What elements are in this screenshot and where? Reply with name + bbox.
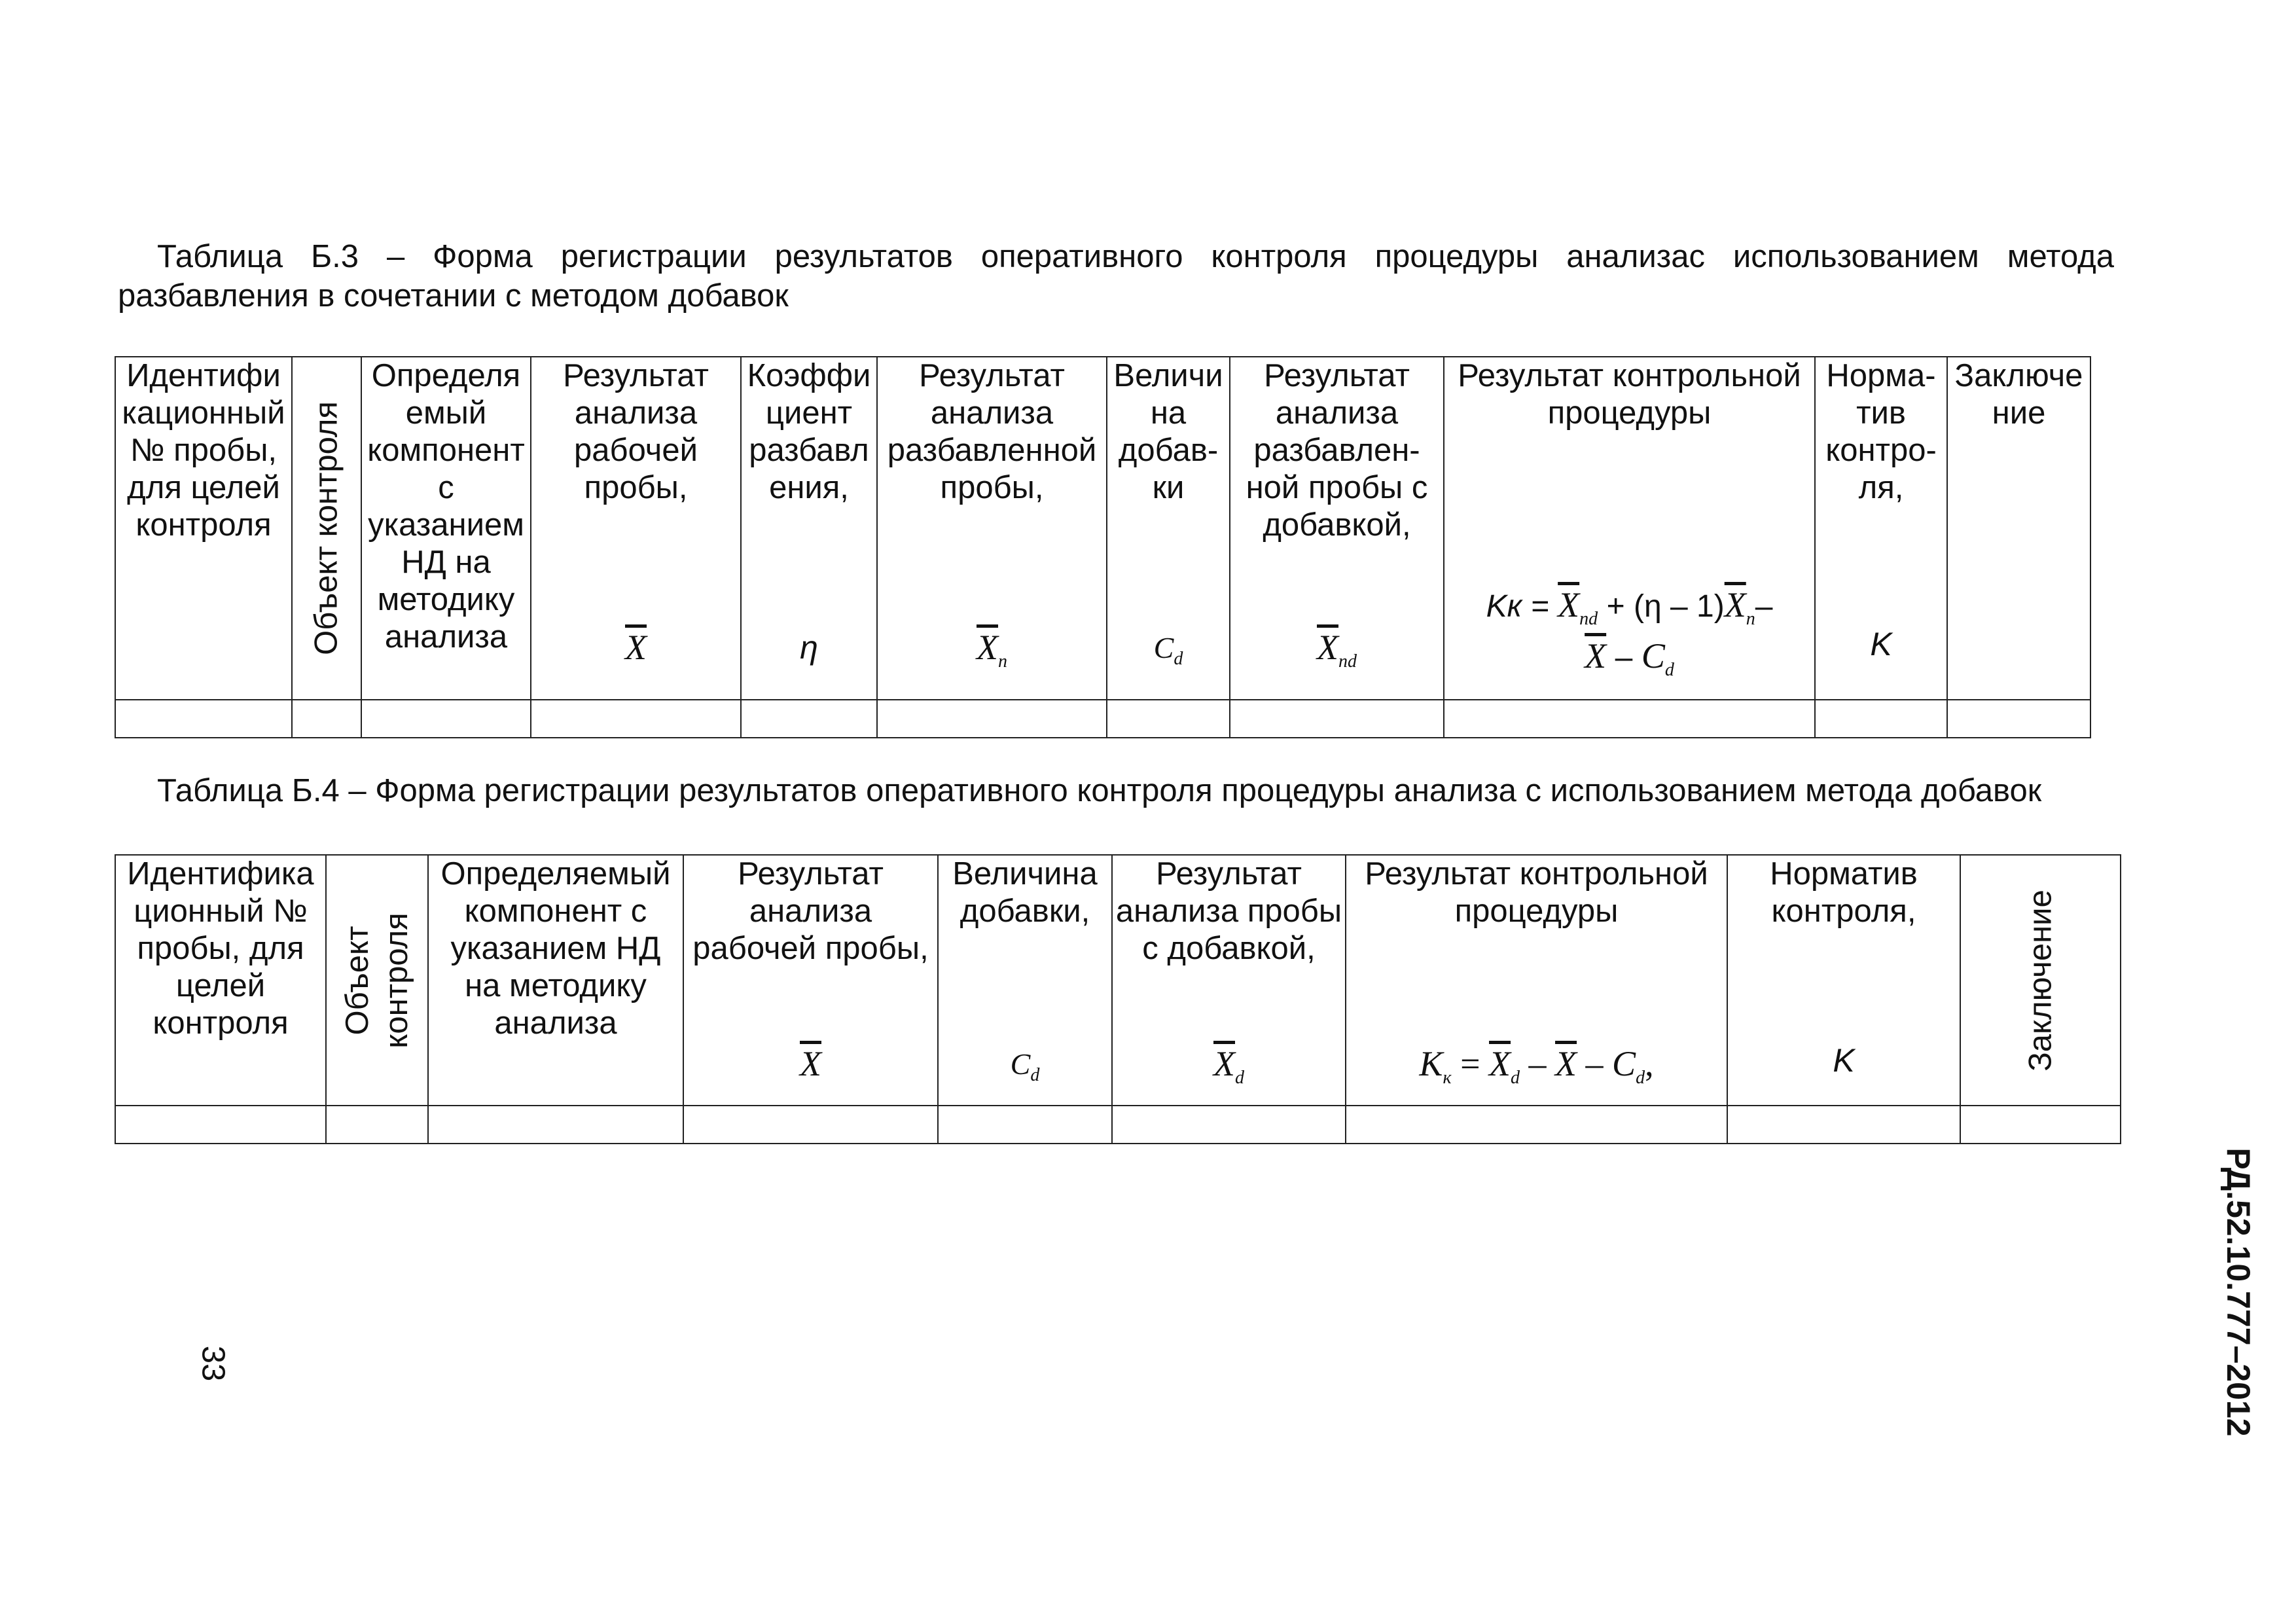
- b3-symbol-xnd: $\overline{X}_{nd}$: [1317, 628, 1357, 672]
- b3-cell[interactable]: [1230, 700, 1444, 738]
- b3-symbol-eta: η: [800, 629, 818, 666]
- b4-header-object: Объект контроля: [326, 855, 428, 1106]
- table-b4-caption: Таблица Б.4 – Форма регистрации результатов оперативного контроля процедуры анализа с использованием метода добавок: [157, 773, 2042, 808]
- b4-cell[interactable]: [428, 1106, 683, 1144]
- b3-header-result-work: Результат анализа рабочей пробы, $\overline{X}$: [531, 357, 741, 700]
- b4-cell[interactable]: [1727, 1106, 1960, 1144]
- b4-cell[interactable]: [938, 1106, 1112, 1144]
- b3-symbol-x: $\overline{X}$: [625, 628, 647, 667]
- table-b3-caption-line1: Таблица Б.3 – Форма регистрации результатов оперативного контроля процедуры анализас использованием метода: [157, 239, 2114, 274]
- b3-header-conclusion: Заключе ние: [1947, 357, 2090, 700]
- b4-cell[interactable]: [1112, 1106, 1346, 1144]
- b4-header-norm: Норматив контроля, K: [1727, 855, 1960, 1106]
- b3-cell[interactable]: [741, 700, 877, 738]
- b3-header-dilution: Коэффи циент разбавл ения, η: [741, 357, 877, 700]
- b3-header-id: Идентифи кационный № пробы, для целей контроля: [115, 357, 292, 700]
- b4-cell[interactable]: [1960, 1106, 2121, 1144]
- b3-header-additive: Величи на добав- ки $C_d$: [1107, 357, 1230, 700]
- b3-header-component: Определя емый компонент с указанием НД на методику анализа: [361, 357, 531, 700]
- b3-cell[interactable]: [531, 700, 741, 738]
- b3-header-result-diluted-additive: Результат анализа разбавлен- ной пробы с добавкой, $\overline{X}_{nd}$: [1230, 357, 1444, 700]
- b4-symbol-cd: $C_d$: [1010, 1047, 1040, 1086]
- b3-header-object: Объект контроля: [292, 357, 361, 700]
- b4-cell[interactable]: [1346, 1106, 1727, 1144]
- table-b3-header-row: [115, 357, 2090, 700]
- b3-symbol-k: K: [1870, 626, 1892, 662]
- b3-formula: Kк = $\overline{X}_{nd} + (\eta - 1)\overline{X}_n-$ $\overline{X} - C_d$: [1486, 585, 1773, 680]
- b3-cell[interactable]: [292, 700, 361, 738]
- b4-header-control-result: Результат контрольной процедуры $K_к = \overline{X}_d - \overline{X} - C_d$,: [1346, 855, 1727, 1106]
- table-b4: [115, 854, 2121, 1144]
- b3-cell[interactable]: [1107, 700, 1230, 738]
- b3-cell[interactable]: [361, 700, 531, 738]
- b4-symbol-k: K: [1833, 1042, 1855, 1079]
- table-b4-header-row: [115, 855, 2121, 1106]
- b3-cell[interactable]: [1947, 700, 2090, 738]
- b3-symbol-xn: $\overline{X}_n$: [977, 628, 1007, 672]
- table-b3-caption-line2: разбавления в сочетании с методом добавок: [118, 278, 789, 314]
- document-id: РД.52.10.777–2012: [2220, 1147, 2257, 1437]
- b3-cell[interactable]: [877, 700, 1107, 738]
- b4-header-result-work: Результат анализа рабочей пробы, $\overline{X}$: [683, 855, 938, 1106]
- b4-cell[interactable]: [683, 1106, 938, 1144]
- b3-symbol-cd: $C_d$: [1153, 631, 1183, 670]
- b3-cell[interactable]: [115, 700, 292, 738]
- b4-cell[interactable]: [326, 1106, 428, 1144]
- table-b3-data-row: [115, 700, 2090, 738]
- b3-cell[interactable]: [1815, 700, 1947, 738]
- b4-header-result-additive: Результат анализа пробы с добавкой, $\overline{X}_d$: [1112, 855, 1346, 1106]
- b4-header-conclusion: Заключение: [1960, 855, 2121, 1106]
- b3-header-control-result: Результат контрольной процедуры Kк = $\overline{X}_{nd} + (\eta - 1)\overline{X}_n-$ $\overline{X} - C_d$: [1444, 357, 1815, 700]
- b3-header-result-diluted: Результат анализа разбавленной пробы, $\overline{X}_n$: [877, 357, 1107, 700]
- b4-header-additive: Величина добавки, $C_d$: [938, 855, 1112, 1106]
- table-b3: [115, 356, 2091, 738]
- b4-symbol-xd: $\overline{X}_d$: [1213, 1044, 1244, 1088]
- table-b3-caption: [118, 237, 2114, 316]
- b4-header-id: Идентифика ционный № пробы, для целей контроля: [115, 855, 326, 1106]
- b3-header-norm: Норма- тив контро- ля, K: [1815, 357, 1947, 700]
- b3-cell[interactable]: [1444, 700, 1815, 738]
- b4-symbol-x: $\overline{X}$: [800, 1044, 821, 1083]
- b4-formula: $K_к = \overline{X}_d - \overline{X} - C_d$,: [1419, 1044, 1654, 1088]
- b4-header-component: Определяемый компонент с указанием НД на методику анализа: [428, 855, 683, 1106]
- table-b4-data-row: [115, 1106, 2121, 1144]
- page-number: 33: [195, 1345, 231, 1382]
- b4-cell[interactable]: [115, 1106, 326, 1144]
